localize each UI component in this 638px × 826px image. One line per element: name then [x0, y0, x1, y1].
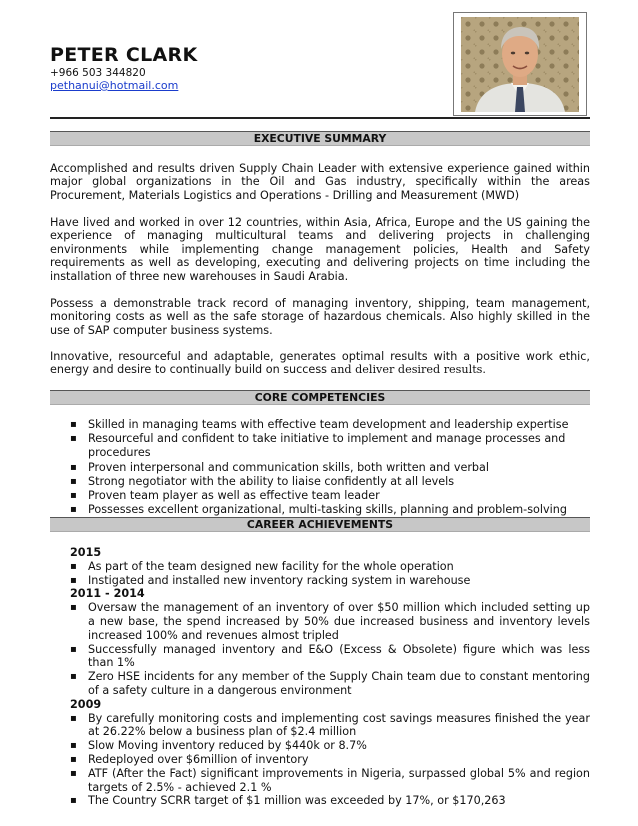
phone-number: +966 503 344820	[50, 67, 146, 79]
achievements-block	[70, 546, 590, 808]
summary-paragraph-4-main: Innovative, resourceful and adaptable, generates optimal results with a positive work ethic, energy and desire to continually build on success	[50, 350, 590, 377]
profile-photo-frame	[453, 12, 587, 116]
candidate-name: PETER CLARK	[50, 44, 198, 66]
achievements-list-2011-2014	[70, 601, 590, 698]
email-link[interactable]: pethanui@hotmail.com	[50, 79, 179, 92]
list-item: ▪ Proven team player as well as effective team leader	[70, 489, 590, 503]
profile-photo	[461, 17, 579, 112]
list-item: ▪ Zero HSE incidents for any member of the Supply Chain team due to constant mentoring of a safety culture in a dangerous environment	[70, 670, 590, 698]
list-item: ▪ Strong negotiator with the ability to liaise confidently at all levels	[70, 475, 590, 489]
list-item: ▪ The Country SCRR target of $1 million was exceeded by 17%, or $170,263	[70, 794, 590, 808]
list-item: ▪ By carefully monitoring costs and implementing cost savings measures finished the year at 26.22% below a business plan of $2.4 million	[70, 712, 590, 740]
summary-paragraph-4-tail: and deliver desired results.	[330, 363, 486, 377]
achievements-list-2009	[70, 712, 590, 809]
year-heading: 2015	[70, 546, 102, 559]
list-item: ▪ As part of the team designed new facility for the whole operation	[70, 560, 590, 574]
achievements-list-2015	[70, 560, 590, 588]
list-item: ▪ Successfully managed inventory and E&O (Excess & Obsolete) figure which was less than 1%	[70, 643, 590, 671]
summary-paragraph-4	[50, 350, 590, 377]
competencies-list	[70, 418, 590, 532]
list-item: ▪ Slow Moving inventory reduced by $440k or 8.7%	[70, 739, 590, 753]
summary-paragraph-2: Have lived and worked in over 12 countries, within Asia, Africa, Europe and the US gaining the experience of managing multicultural teams and delivering projects in challenging environments while implementing change management policies, Health and Safety requirements as well as developing, executing and delivering projects on time including the installation of three new warehouses in Saudi Arabia.	[50, 216, 590, 283]
list-item: ▪ ATF (After the Fact) significant improvements in Nigeria, surpassed global 5% and region targets of 2.5% - achieved 2.1 %	[70, 767, 590, 795]
list-item: ▪ Instigated and installed new inventory racking system in warehouse	[70, 574, 590, 588]
summary-paragraph-1: Accomplished and results driven Supply Chain Leader with extensive experience gained within major global organizations in the Oil and Gas industry, specifically within the areas Procurement, Materials Logistics and Operations - Drilling and Measurement (MWD)	[50, 162, 590, 202]
section-header-core-competencies: CORE COMPETENCIES	[50, 390, 590, 405]
header-divider	[50, 117, 590, 119]
list-item: ▪ Possesses excellent organizational, multi-tasking skills, planning and problem-solving	[70, 503, 590, 531]
list-item: ▪ Redeployed over $6million of inventory	[70, 753, 590, 767]
list-item: ▪ Skilled in managing teams with effective team development and leadership expertise	[70, 418, 590, 432]
year-heading: 2011 - 2014	[70, 587, 145, 601]
list-item: ▪ Resourceful and confident to take initiative to implement and manage processes and procedures	[70, 432, 590, 460]
list-item: ▪ Oversaw the management of an inventory of over $50 million which included setting up a new base, the spend increased by 50% due increased business and inventory levels increased 100% and revenues almost tripled	[70, 601, 590, 642]
section-header-executive-summary: EXECUTIVE SUMMARY	[50, 131, 590, 146]
summary-paragraph-3: Possess a demonstrable track record of managing inventory, shipping, team management, monitoring costs as well as the safe storage of hazardous chemicals. Also highly skilled in the use of SAP computer business systems.	[50, 297, 590, 337]
year-heading: 2009	[70, 697, 102, 711]
list-item: ▪ Proven interpersonal and communication skills, both written and verbal	[70, 461, 590, 475]
section-header-career-achievements: CAREER ACHIEVEMENTS	[50, 517, 590, 532]
